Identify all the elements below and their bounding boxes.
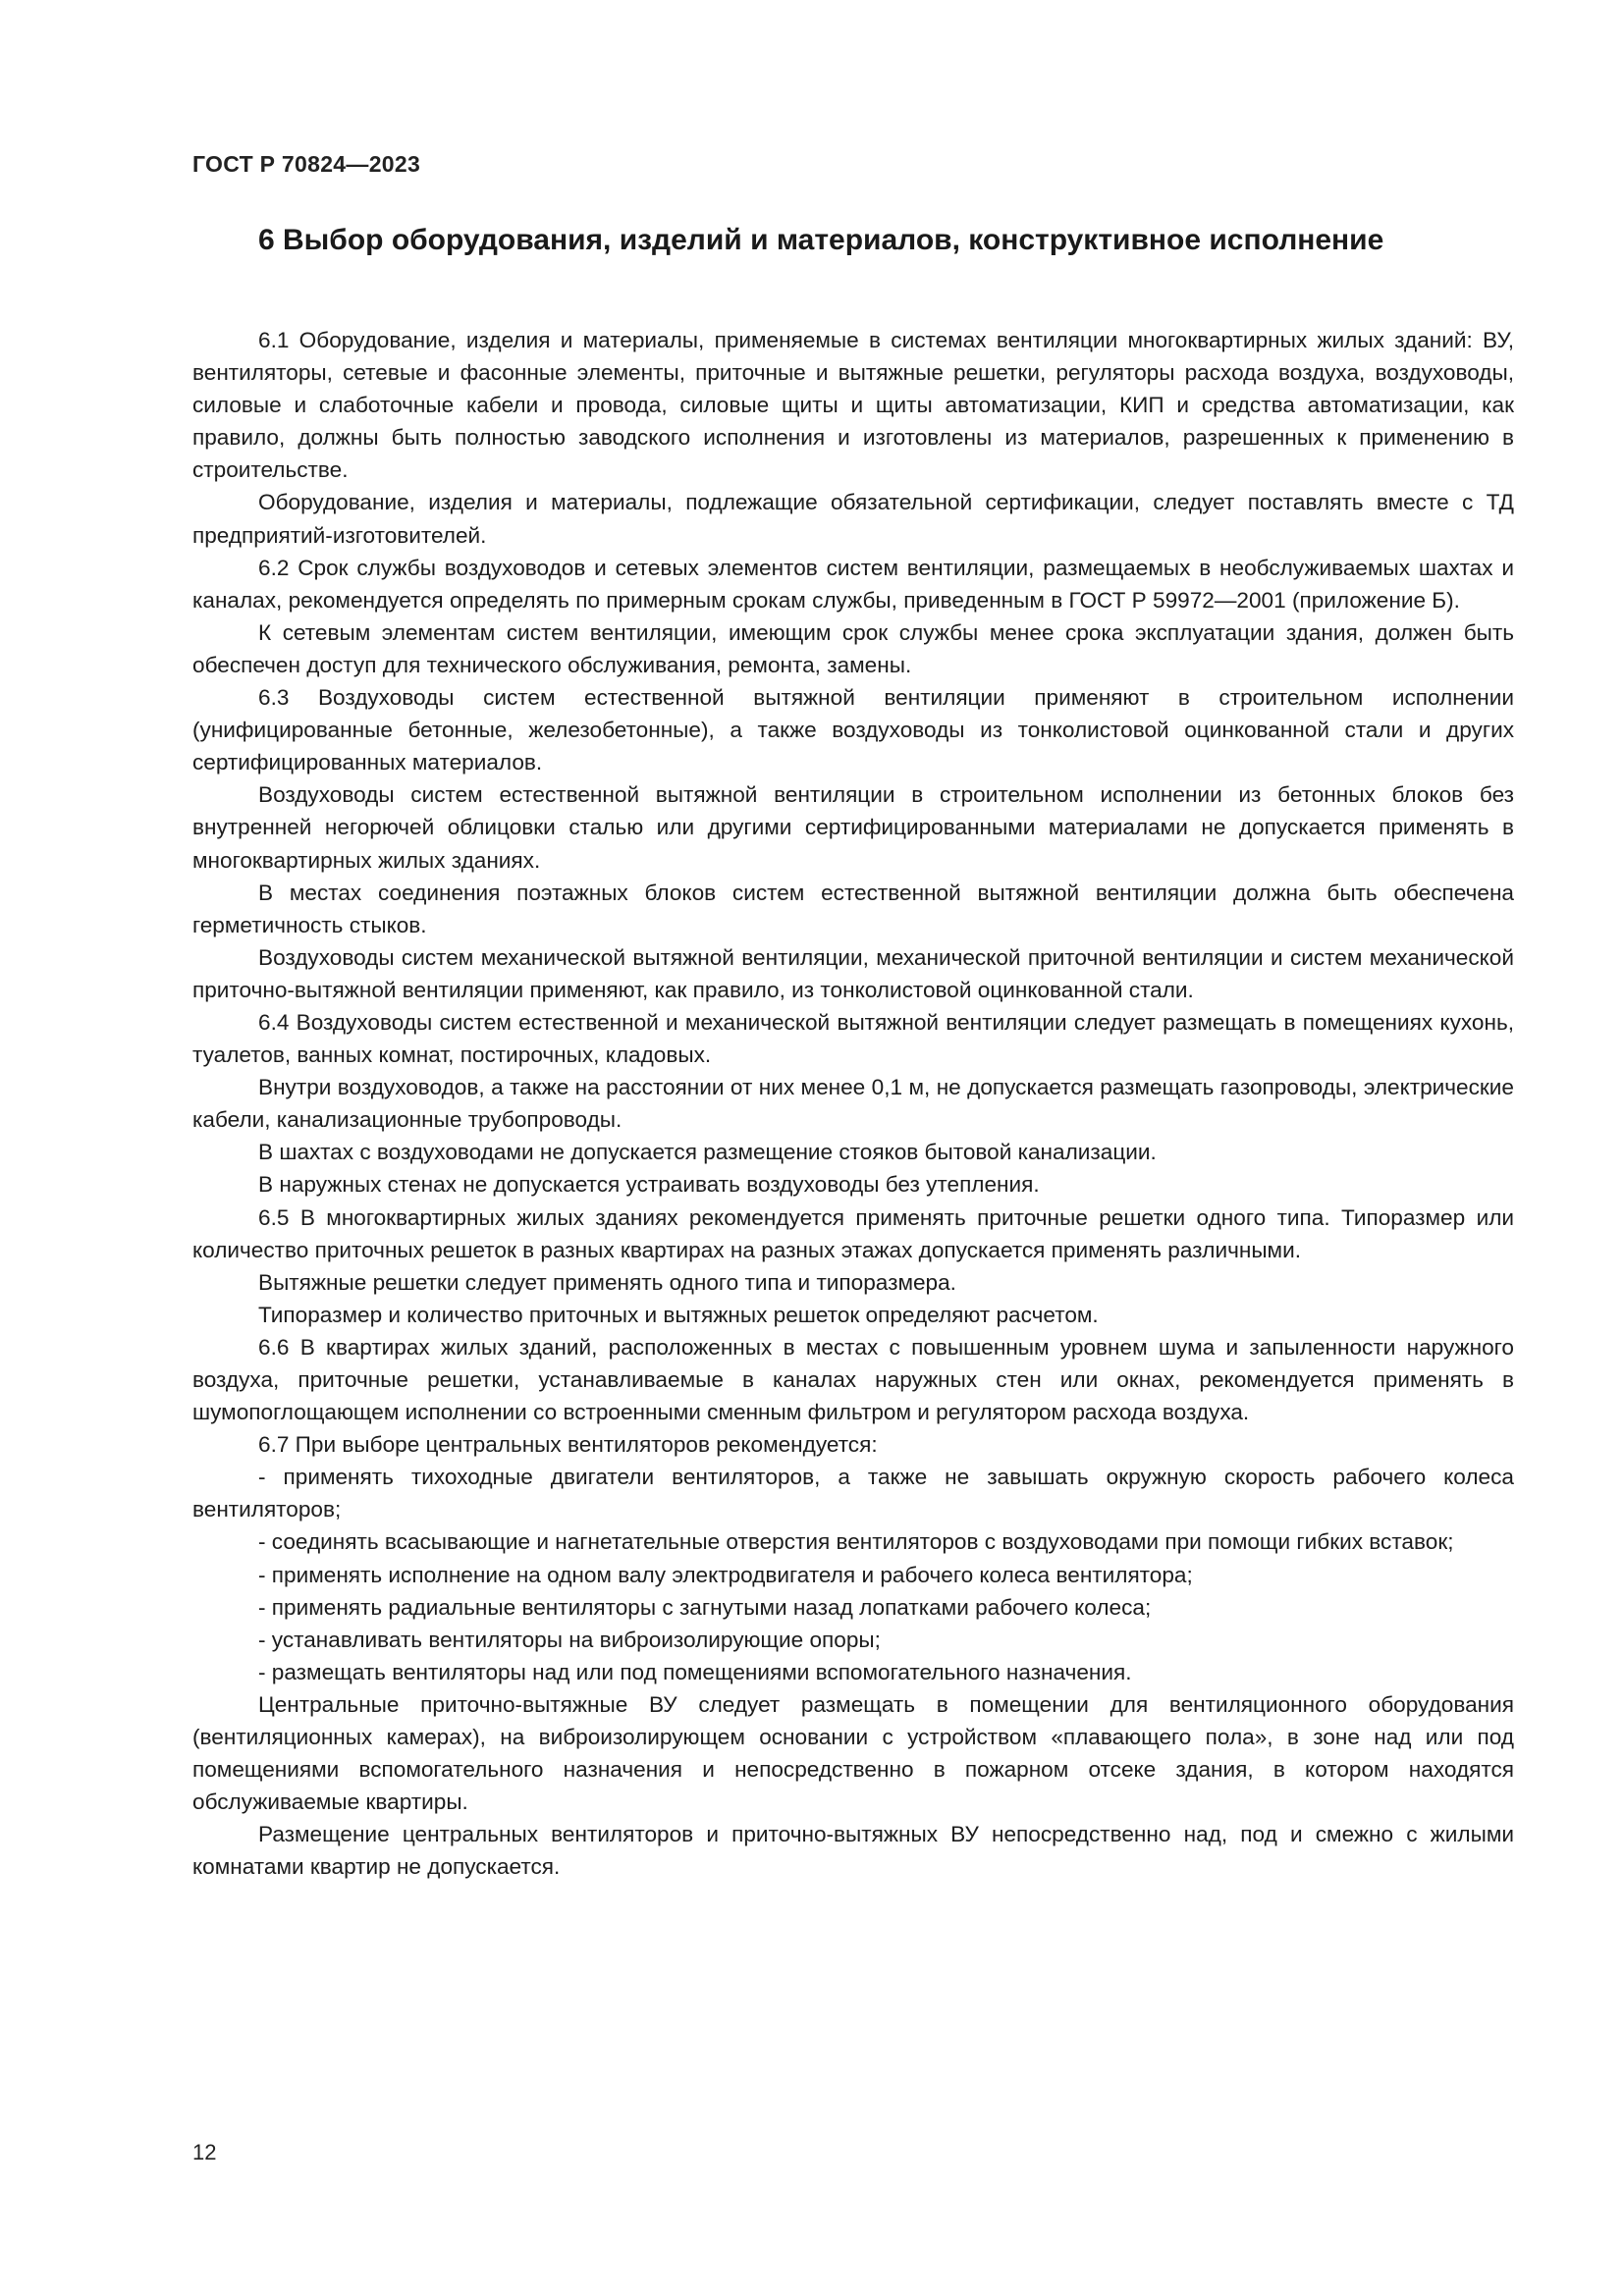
paragraph: 6.6 В квартирах жилых зданий, расположенных в местах с повышенным уровнем шума и запыленности наружного воздуха, приточные решетки, устанавливаемые в каналах наружных стен или окнах, рекомендуется применять в шумопоглощающем исполнении со встроенными сменным фильтром и регулятором расхода воздуха. [192, 1334, 1514, 1425]
paragraph: Оборудование, изделия и материалы, подлежащие обязательной сертификации, следует поставлять вместе с ТД предприятий-изготовителей. [192, 490, 1514, 548]
section-title: 6 Выбор оборудования, изделий и материалов, конструктивное исполнение [258, 224, 1384, 256]
paragraph: В шахтах с воздуховодами не допускается размещение стояков бытовой канализации. [258, 1140, 1157, 1165]
paragraph: 6.4 Воздуховоды систем естественной и механической вытяжной вентиляции следует размещать в помещениях кухонь, туалетов, ванных комнат, постирочных, кладовых. [192, 1009, 1514, 1068]
paragraph: В наружных стенах не допускается устраивать воздуховоды без утепления. [258, 1172, 1040, 1198]
paragraph: К сетевым элементам систем вентиляции, имеющим срок службы менее срока эксплуатации здания, должен быть обеспечен доступ для технического обслуживания, ремонта, замены. [192, 619, 1514, 677]
list-item: - соединять всасывающие и нагнетательные отверстия вентиляторов с воздуховодами при помощи гибких вставок; [258, 1529, 1454, 1555]
paragraph: Вытяжные решетки следует применять одного типа и типоразмера. [258, 1269, 956, 1295]
list-item: - применять тихоходные двигатели вентиляторов, а также не завышать окружную скорость рабочего колеса вентиляторов; [192, 1465, 1514, 1522]
list-item: - устанавливать вентиляторы на виброизолирующие опоры; [258, 1627, 881, 1652]
document-code-header: ГОСТ Р 70824—2023 [192, 151, 421, 177]
section-body [192, 324, 1514, 1884]
paragraph: Внутри воздуховодов, а также на расстоянии от них менее 0,1 м, не допускается размещать газопроводы, электрические кабели, канализационные трубопроводы. [192, 1075, 1514, 1133]
list-item: - размещать вентиляторы над или под помещениями вспомогательного назначения. [258, 1659, 1132, 1684]
paragraph: Размещение центральных вентиляторов и приточно-вытяжных ВУ непосредственно над, под и смежно с жилыми комнатами квартир не допускается. [192, 1822, 1514, 1880]
paragraph: Воздуховоды систем механической вытяжной вентиляции, механической приточной вентиляции и систем механической приточно-вытяжной вентиляции применяют, как правило, из тонколистовой оцинкованной стали. [192, 944, 1514, 1002]
paragraph: Воздуховоды систем естественной вытяжной вентиляции в строительном исполнении из бетонных блоков без внутренней негорючей облицовки сталью или другими сертифицированными материалами не допускается применять в многоквартирных жилых зданиях. [192, 782, 1514, 873]
paragraph: Типоразмер и количество приточных и вытяжных решеток определяют расчетом. [258, 1302, 1099, 1327]
paragraph: 6.1 Оборудование, изделия и материалы, применяемые в системах вентиляции многоквартирных жилых зданий: ВУ, вентиляторы, сетевые и фасонные элементы, приточные и вытяжные решетки, регуляторы расхода воздуха, воздуховоды, силовые и слаботочные кабели и провода, силовые щиты и щиты автоматизации, КИП и средства автоматизации, как правило, должны быть полностью заводского исполнения и изготовлены из материалов, разрешенных к применению в строительстве. [192, 328, 1514, 483]
paragraph: 6.7 При выборе центральных вентиляторов рекомендуется: [258, 1432, 878, 1458]
paragraph: Центральные приточно-вытяжные ВУ следует размещать в помещении для вентиляционного оборудования (вентиляционных камерах), на виброизолирующем основании с устройством «плавающего пола», в зоне над или под помещениями вспомогательного назначения и непосредственно в пожарном отсеке здания, в котором находятся обслуживаемые квартиры. [192, 1691, 1514, 1815]
paragraph: 6.5 В многоквартирных жилых зданиях рекомендуется применять приточные решетки одного типа. Типоразмер или количество приточных решеток в разных квартирах на разных этажах допускается применять различными. [192, 1204, 1514, 1262]
paragraph: В местах соединения поэтажных блоков систем естественной вытяжной вентиляции должна быть обеспечена герметичность стыков. [192, 880, 1514, 937]
paragraph: 6.3 Воздуховоды систем естественной вытяжной вентиляции применяют в строительном исполнении (унифицированные бетонные, железобетонные), а также воздуховоды из тонколистовой оцинкованной стали и других сертифицированных материалов. [192, 685, 1514, 775]
list-item: - применять исполнение на одном валу электродвигателя и рабочего колеса вентилятора; [258, 1562, 1193, 1587]
list-item: - применять радиальные вентиляторы с загнутыми назад лопатками рабочего колеса; [258, 1594, 1152, 1620]
page-number: 12 [192, 2140, 217, 2164]
paragraph: 6.2 Срок службы воздуховодов и сетевых элементов систем вентиляции, размещаемых в необслуживаемых шахтах и каналах, рекомендуется определять по примерным срокам службы, приведенным в ГОСТ Р 59972—2001 (приложение Б). [192, 555, 1514, 613]
